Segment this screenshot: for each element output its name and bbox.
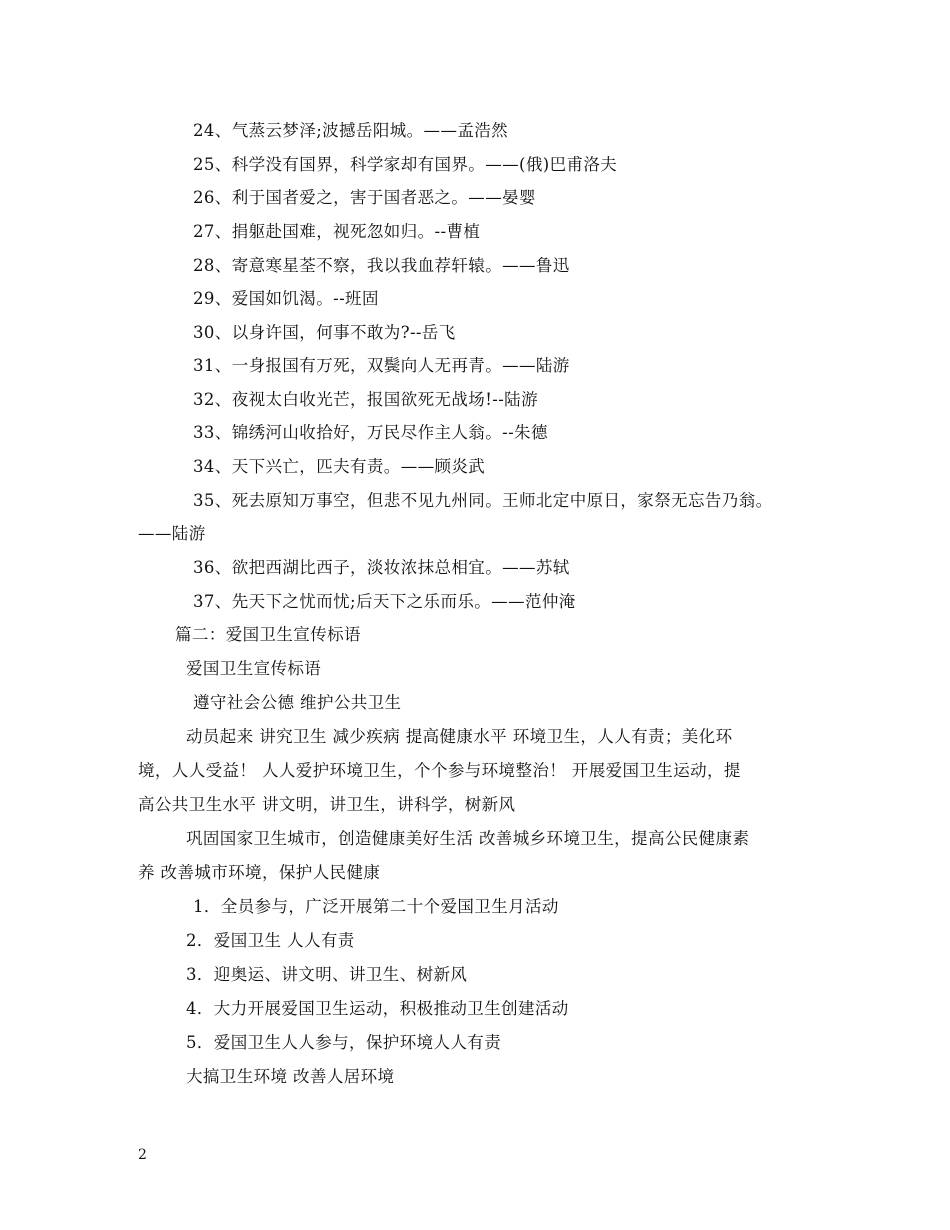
slogan-line: 遵守社会公德 维护公共卫生	[193, 693, 402, 712]
quote-line: 32、夜视太白收光芒，报国欲死无战场!--陆游	[193, 390, 538, 409]
numbered-slogan: 4．大力开展爱国卫生运动，积极推动卫生创建活动	[186, 999, 569, 1018]
quote-line: 30、以身许国，何事不敢为?--岳飞	[193, 323, 456, 342]
quote-line: 35、死去原知万事空，但悲不见九州同。王师北定中原日，家祭无忘告乃翁。	[193, 491, 773, 510]
slogan-line: 动员起来 讲究卫生 减少疾病 提高健康水平 环境卫生，人人有责；美化环	[186, 727, 733, 746]
quote-line: 27、捐躯赴国难，视死忽如归。--曹植	[193, 222, 481, 241]
slogan-line: 境，人人受益！ 人人爱护环境卫生，个个参与环境整治！ 开展爱国卫生运动，提	[138, 761, 741, 780]
quote-line: 25、科学没有国界，科学家却有国界。——(俄)巴甫洛夫	[193, 155, 618, 174]
quote-line: 36、欲把西湖比西子，淡妆浓抹总相宜。——苏轼	[193, 558, 570, 577]
quote-line: 28、寄意寒星荃不察，我以我血荐轩辕。——鲁迅	[193, 256, 570, 275]
numbered-slogan: 5．爱国卫生人人参与，保护环境人人有责	[186, 1033, 502, 1052]
quote-line: 37、先天下之忧而忧;后天下之乐而乐。——范仲淹	[193, 592, 576, 611]
section-heading: 篇二：爱国卫生宣传标语	[175, 625, 361, 644]
section-title: 爱国卫生宣传标语	[186, 659, 322, 678]
quote-line: 24、气蒸云梦泽;波撼岳阳城。——孟浩然	[193, 121, 509, 140]
quote-line-continuation: ——陆游	[138, 524, 206, 543]
numbered-slogan: 1．全员参与，广泛开展第二十个爱国卫生月活动	[193, 897, 559, 916]
quote-line: 31、一身报国有万死，双鬓向人无再青。——陆游	[193, 356, 570, 375]
quote-line: 34、天下兴亡，匹夫有责。——顾炎武	[193, 457, 486, 476]
numbered-slogan: 2．爱国卫生 人人有责	[186, 931, 355, 950]
slogan-line: 高公共卫生水平 讲文明，讲卫生，讲科学，树新风	[138, 795, 516, 814]
quote-line: 29、爱国如饥渴。--班固	[193, 289, 379, 308]
quote-line: 33、锦绣河山收拾好，万民尽作主人翁。--朱德	[193, 423, 548, 442]
quote-line: 26、利于国者爱之，害于国者恶之。——晏婴	[193, 188, 536, 207]
slogan-line: 巩固国家卫生城市，创造健康美好生活 改善城乡环境卫生，提高公民健康素	[186, 829, 750, 848]
closing-slogan: 大搞卫生环境 改善人居环境	[186, 1067, 395, 1086]
slogan-line: 养 改善城市环境，保护人民健康	[138, 863, 381, 882]
numbered-slogan: 3．迎奥运、讲文明、讲卫生、树新风	[186, 965, 468, 984]
page-number: 2	[138, 1147, 147, 1163]
